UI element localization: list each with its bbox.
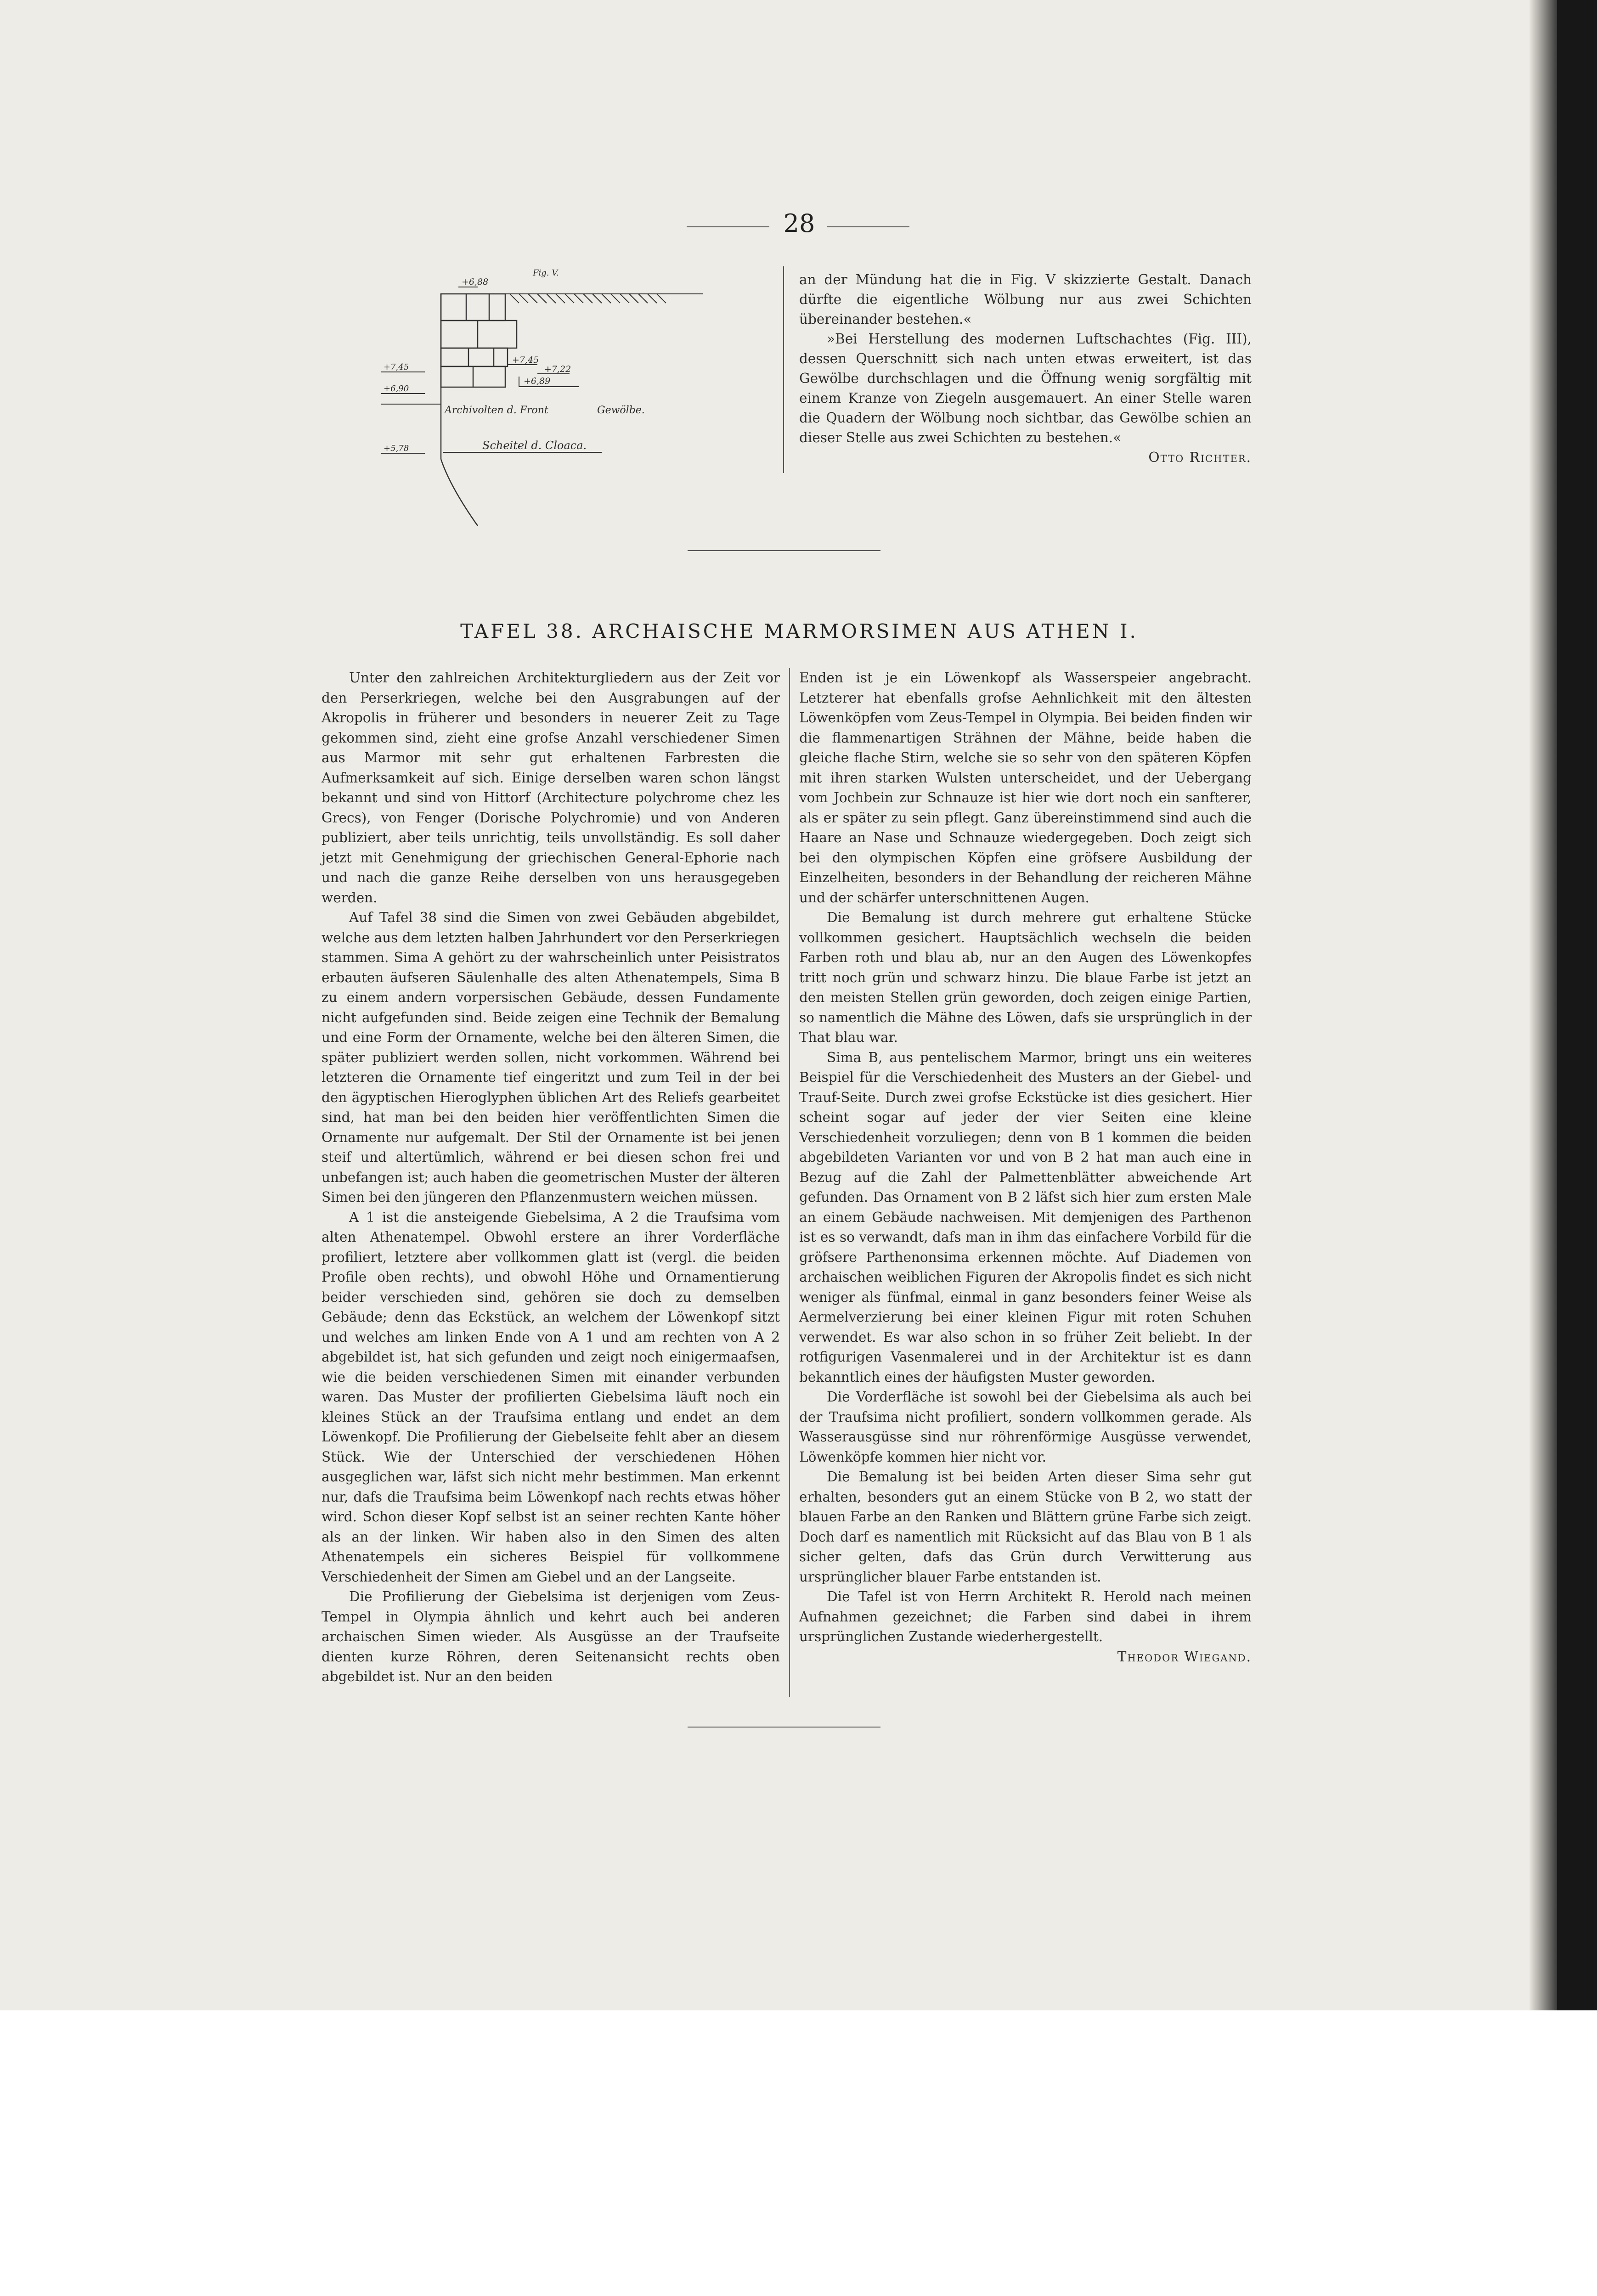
label-level-top: +6,88 <box>462 277 489 287</box>
article-right-column <box>799 668 1252 1667</box>
folio-rule-right <box>827 226 909 227</box>
body-paragraph: Die Bemalung ist durch mehrere gut erhaltene Stücke vollkommen gesichert. Hauptsächlich wechseln die beiden Farben roth und blau ab, nur an den Augen des Löwenkopfes tritt noch grün und schwarz hinzu. Die blaue Farbe ist jetzt an den meisten Stellen grün geworden, doch zeigen einige Partien, so namentlich die Mähne des Löwen, dafs sie ursprünglich in der That blau war. <box>799 910 1252 1045</box>
body-paragraph: Die Bemalung ist bei beiden Arten dieser Sima sehr gut erhalten, besonders gut an einem Stücke von B 2, wo statt der blauen Farbe an den Ranken und Blättern grüne Farbe sich zeigt. Doch darf es namentlich mit Rücksicht auf das Blau von B 1 als sicher gelten, dafs das Grün durch Verwitterung aus ursprünglicher blauer Farbe entstanden ist. <box>799 1469 1252 1585</box>
page-number: 28 <box>783 209 815 238</box>
figure-v <box>381 266 712 528</box>
label-level-745b: +7,45 <box>512 355 539 365</box>
label-level-578: +5,78 <box>384 444 409 453</box>
body-paragraph: Sima B, aus pentelischem Marmor, bringt uns ein weiteres Beispiel für die Verschiedenheit des Musters an der Giebel- und Trauf-Seite. Durch zwei grofse Eckstücke ist dies gesichert. Hier scheint sogar auf jeder der vier Seiten eine kleine Verschiedenheit vorzuliegen; denn von B 1 kommen die beiden abgebildeten Varianten vor und von B 2 hat man auch eine in Bezug auf die Zahl der Palmettenblätter abweichende Art gefunden. Das Ornament von B 2 läfst sich hier zum ersten Male an einem Gebäude nachweisen. Mit demjenigen des Parthenon ist es so verwandt, dafs man in ihm das einfachere Vorbild für die gröfsere Parthenonsima erkennen möchte. Auf Diademen von archaischen weiblichen Figuren der Akropolis findet es sich nicht weniger als fünfmal, einmal in ganz besonders feiner Weise als Aermelverzierung bei einer kleinen Figur mit roten Schuhen verwendet. Es war also schon in so früher Zeit beliebt. In der rotfigurigen Vasenmalerei und in der Architektur ist es dann bekanntlich eines der häufigsten Muster geworden. <box>799 1049 1252 1385</box>
body-paragraph: A 1 ist die ansteigende Giebelsima, A 2 die Traufsima vom alten Athenatempel. Obwohl erstere an ihrer Vorderfläche profiliert, letztere aber vollkommen glatt ist (vergl. die beiden Profile oben rechts), und obwohl Höhe und Ornamentierung beider verschieden sind, gehören sie doch zu demselben Gebäude; denn das Eckstück, an welchem der Löwenkopf sitzt und welches am linken Ende von A 1 und am rechten von A 2 abgebildet ist, hat sich gefunden und zeigt noch einigermaafsen, wie die beiden verschiedenen Simen mit einander verbunden waren. Das Muster der profilierten Giebelsima läuft noch ein kleines Stück an der Traufsima entlang und endet an dem Löwenkopf. Die Profilierung der Giebelseite fehlt aber an diesem Stück. Wie der Unterschied der verschiedenen Höhen ausgeglichen war, läfst sich nicht mehr bestimmen. Man erkennt nur, dafs die Traufsima beim Löwenkopf nach rechts etwas höher wird. Schon dieser Kopf selbst ist an seiner rechten Kante höher als an der linken. Wir haben also in den Simen des alten Athenatempels ein sicheres Beispiel für vollkommene Verschiedenheit der Simen am Giebel und an der Langseite. <box>322 1209 780 1585</box>
body-paragraph: Die Profilierung der Giebelsima ist derjenigen vom Zeus-Tempel in Olympia ähnlich und kehrt auch bei anderen archaischen Simen wieder. Als Ausgüsse an der Traufseite dienten kurze Röhren, deren Seitenansicht rechts oben abgebildet ist. Nur an den beiden <box>322 1589 780 1684</box>
label-gewoelbe: Gewölbe. <box>597 405 645 416</box>
article-left-column <box>322 668 780 1687</box>
label-level-722: +7,22 <box>544 364 571 374</box>
intro-signature: Otto Richter. <box>1148 450 1252 465</box>
figure-caption: Fig. V. <box>533 268 559 278</box>
section-drawing <box>381 266 712 528</box>
section-rule <box>688 550 880 551</box>
label-archivolten: Archivolten d. Front <box>445 405 548 416</box>
body-paragraph: Die Tafel ist von Herrn Architekt R. Herold nach meinen Aufnahmen gezeichnet; die Farben sind dabei in ihrem ursprünglichen Zustande wiederhergestellt. <box>799 1589 1252 1644</box>
viewer-footer <box>0 2010 1597 2169</box>
intro-paragraph: an der Mündung hat die in Fig. V skizzierte Gestalt. Danach dürfte die eigentliche Wölbung nur aus zwei Schichten übereinander bestehen.« <box>799 272 1252 327</box>
intro-paragraph: »Bei Herstellung des modernen Luftschachtes (Fig. III), dessen Querschnitt sich nach unten etwas erweitert, ist das Gewölbe durchschlagen und die Öffnung wenig sorgfältig mit einem Kranze von Ziegeln ausgemauert. An einer Stelle waren die Quadern der Wölbung noch sichtbar, das Gewölbe schien an dieser Stelle aus zwei Schichten zu bestehen.« <box>799 331 1252 445</box>
scanner-background <box>1557 0 1597 2010</box>
body-paragraph: Enden ist je ein Löwenkopf als Wasserspeier angebracht. Letzterer hat ebenfalls grofse Aehnlichkeit mit den ältesten Löwenköpfen vom Zeus-Tempel in Olympia. Bei beiden finden wir die flammenartigen Strähnen der Mähne, beide haben die gleiche flache Stirn, welche sie so sehr von den späteren Köpfen mit ihren starken Wulsten unterscheidet, und der Uebergang vom Jochbein zur Schnauze ist hier wie dort noch ein sanfterer, als er später zu sein pflegt. Ganz übereinstimmend sind auch die Haare an Nase und Schnauze wiedergegeben. Doch zeigt sich bei den olympischen Köpfen eine gröfsere Ausbildung der Einzelheiten, besonders in der Behandlung der reicheren Mähne und der schärfer unterschnittenen Augen. <box>799 670 1252 906</box>
end-rule <box>688 1727 880 1728</box>
page-edge-shadow <box>1529 0 1557 2010</box>
article-signature: Theodor Wiegand. <box>1117 1649 1252 1665</box>
column-divider-top <box>783 266 784 473</box>
column-divider-body <box>789 668 790 1697</box>
article-heading: TAFEL 38. ARCHAISCHE MARMORSIMEN AUS ATHEN I. <box>460 620 1138 642</box>
label-level-690: +6,90 <box>384 384 409 394</box>
body-paragraph: Auf Tafel 38 sind die Simen von zwei Gebäuden abgebildet, welche aus dem letzten halben Jahrhundert vor den Perserkriegen stammen. Sima A gehört zu der wahrscheinlich unter Peisistratos erbauten äufseren Säulenhalle des alten Athenatempels, Sima B zu einem andern vorpersischen Gebäude, dessen Fundamente nicht aufgefunden sind. Beide zeigen eine Technik der Bemalung und eine Form der Ornamente, welche bei den älteren Simen, die später publiziert werden sollen, nicht vorkommen. Während bei letzteren die Ornamente tief eingeritzt und zum Teil in der bei den ägyptischen Hieroglyphen üblichen Art des Reliefs gearbeitet sind, hat man bei den beiden hier veröffentlichten Simen die Ornamente nur aufgemalt. Der Stil der Ornamente ist bei jenen steif und altertümlich, während er bei diesen schon frei und unbefangen ist; auch haben die geometrischen Muster der älteren Simen bei den jüngeren den Pflanzenmustern weichen müssen. <box>322 910 780 1205</box>
intro-quote-column <box>799 270 1252 467</box>
label-level-689: +6,89 <box>524 376 551 386</box>
label-level-745: +7,45 <box>384 362 409 372</box>
body-paragraph: Unter den zahlreichen Architekturgliedern aus der Zeit vor den Perserkriegen, welche bei den Ausgrabungen auf der Akropolis in früherer und besonders in neuerer Zeit zu Tage gekommen sind, zieht eine grofse Anzahl verschiedener Simen aus Marmor mit sehr gut erhaltenen Farbresten die Aufmerksamkeit auf sich. Einige derselben waren schon längst bekannt und sind von Hittorf (Architecture polychrome chez les Grecs), von Fenger (Dorische Polychromie) und von Anderen publiziert, aber teils unrichtig, teils unvollständig. Es soll daher jetzt mit Genehmigung der griechischen General-Ephorie nach und nach die ganze Reihe derselben von uns herausgegeben werden. <box>322 670 780 906</box>
label-scheitel: Scheitel d. Cloaca. <box>482 439 587 452</box>
body-paragraph: Die Vorderfläche ist sowohl bei der Giebelsima als auch bei der Traufsima nicht profiliert, sondern vollkommen gerade. Als Wasserausgüsse sind nur röhrenförmige Ausgüsse verwendet, Löwenköpfe kommen hier nicht vor. <box>799 1389 1252 1465</box>
